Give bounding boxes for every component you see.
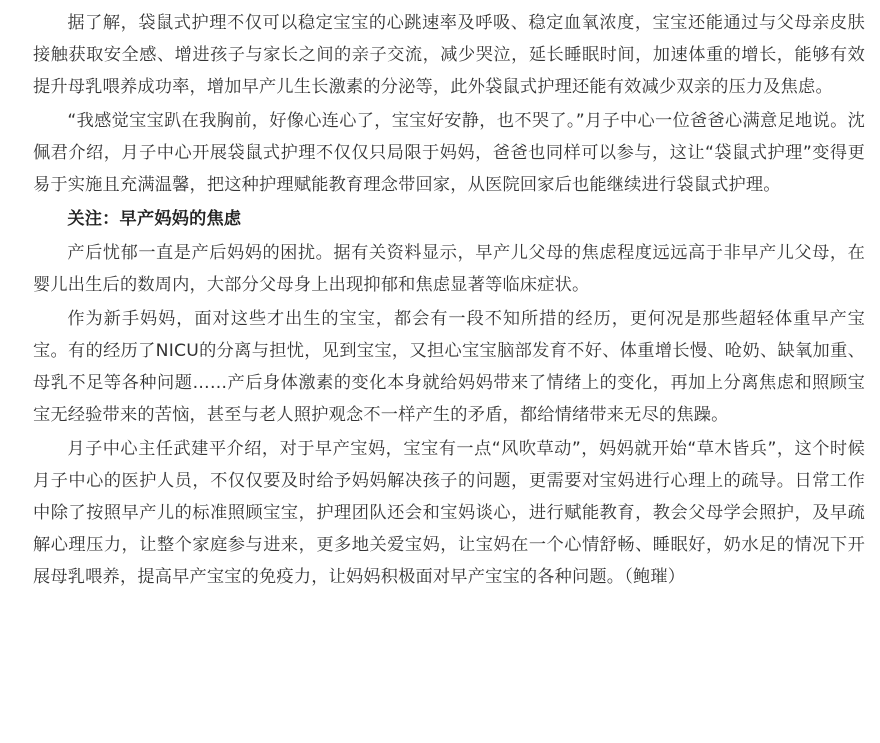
paragraph-father-quote: “我感觉宝宝趴在我胸前，好像心连心了，宝宝好安静，也不哭了。”月子中心一位爸爸心满意足地说。沈佩君介绍，月子中心开展袋鼠式护理不仅仅只局限于妈妈，爸爸也同样可以参与，这让“袋鼠式护理”变得更易于实施且充满温馨，把这种护理赋能教育理念带回家，从医院回家后也能继续进行袋鼠式护理。 — [33, 111, 865, 195]
section-heading: 关注：早产妈妈的焦虑 — [67, 209, 242, 229]
paragraph-director: 月子中心主任武建平介绍，对于早产宝妈，宝宝有一点“风吹草动”，妈妈就开始“草木皆兵”，这个时候月子中心的医护人员，不仅仅要及时给予妈妈解决孩子的问题，更需要对宝妈进行心理上的疏导。日常工作中除了按照早产儿的标准照顾宝宝，护理团队还会和宝妈谈心，进行赋能教育，教会父母学会照护，及早疏解心理压力，让整个家庭参与进来，更多地关爱宝妈，让宝妈在一个心情舒畅、睡眠好，奶水足的情况下开展母乳喂养，提高早产宝宝的免疫力，让妈妈积极面对早产宝宝的各种问题。（鲍璀） — [33, 439, 865, 587]
paragraph-new-mother: 作为新手妈妈，面对这些才出生的宝宝，都会有一段不知所措的经历，更何况是那些超轻体重早产宝宝。有的经历了NICU的分离与担忧，见到宝宝，又担心宝宝脑部发育不好、体重增长慢、呛奶、缺氧加重、母乳不足等各种问题……产后身体激素的变化本身就给妈妈带来了情绪上的变化，再加上分离焦虑和照顾宝宝无经验带来的苦恼，甚至与老人照护观念不一样产生的矛盾，都给情绪带来无尽的焦躁。 — [33, 309, 865, 425]
paragraph-postpartum-depression: 产后忧郁一直是产后妈妈的困扰。据有关资料显示，早产儿父母的焦虑程度远远高于非早产儿父母，在婴儿出生后的数周内，大部分父母身上出现抑郁和焦虑显著等临床症状。 — [33, 243, 865, 295]
paragraph-benefits: 据了解，袋鼠式护理不仅可以稳定宝宝的心跳速率及呼吸、稳定血氧浓度，宝宝还能通过与父母亲皮肤接触获取安全感、增进孩子与家长之间的亲子交流，减少哭泣，延长睡眠时间，加速体重的增长，能够有效提升母乳喂养成功率，增加早产儿生长激素的分泌等，此外袋鼠式护理还能有效减少双亲的压力及焦虑。 — [33, 13, 865, 97]
article-body — [33, 7, 865, 595]
